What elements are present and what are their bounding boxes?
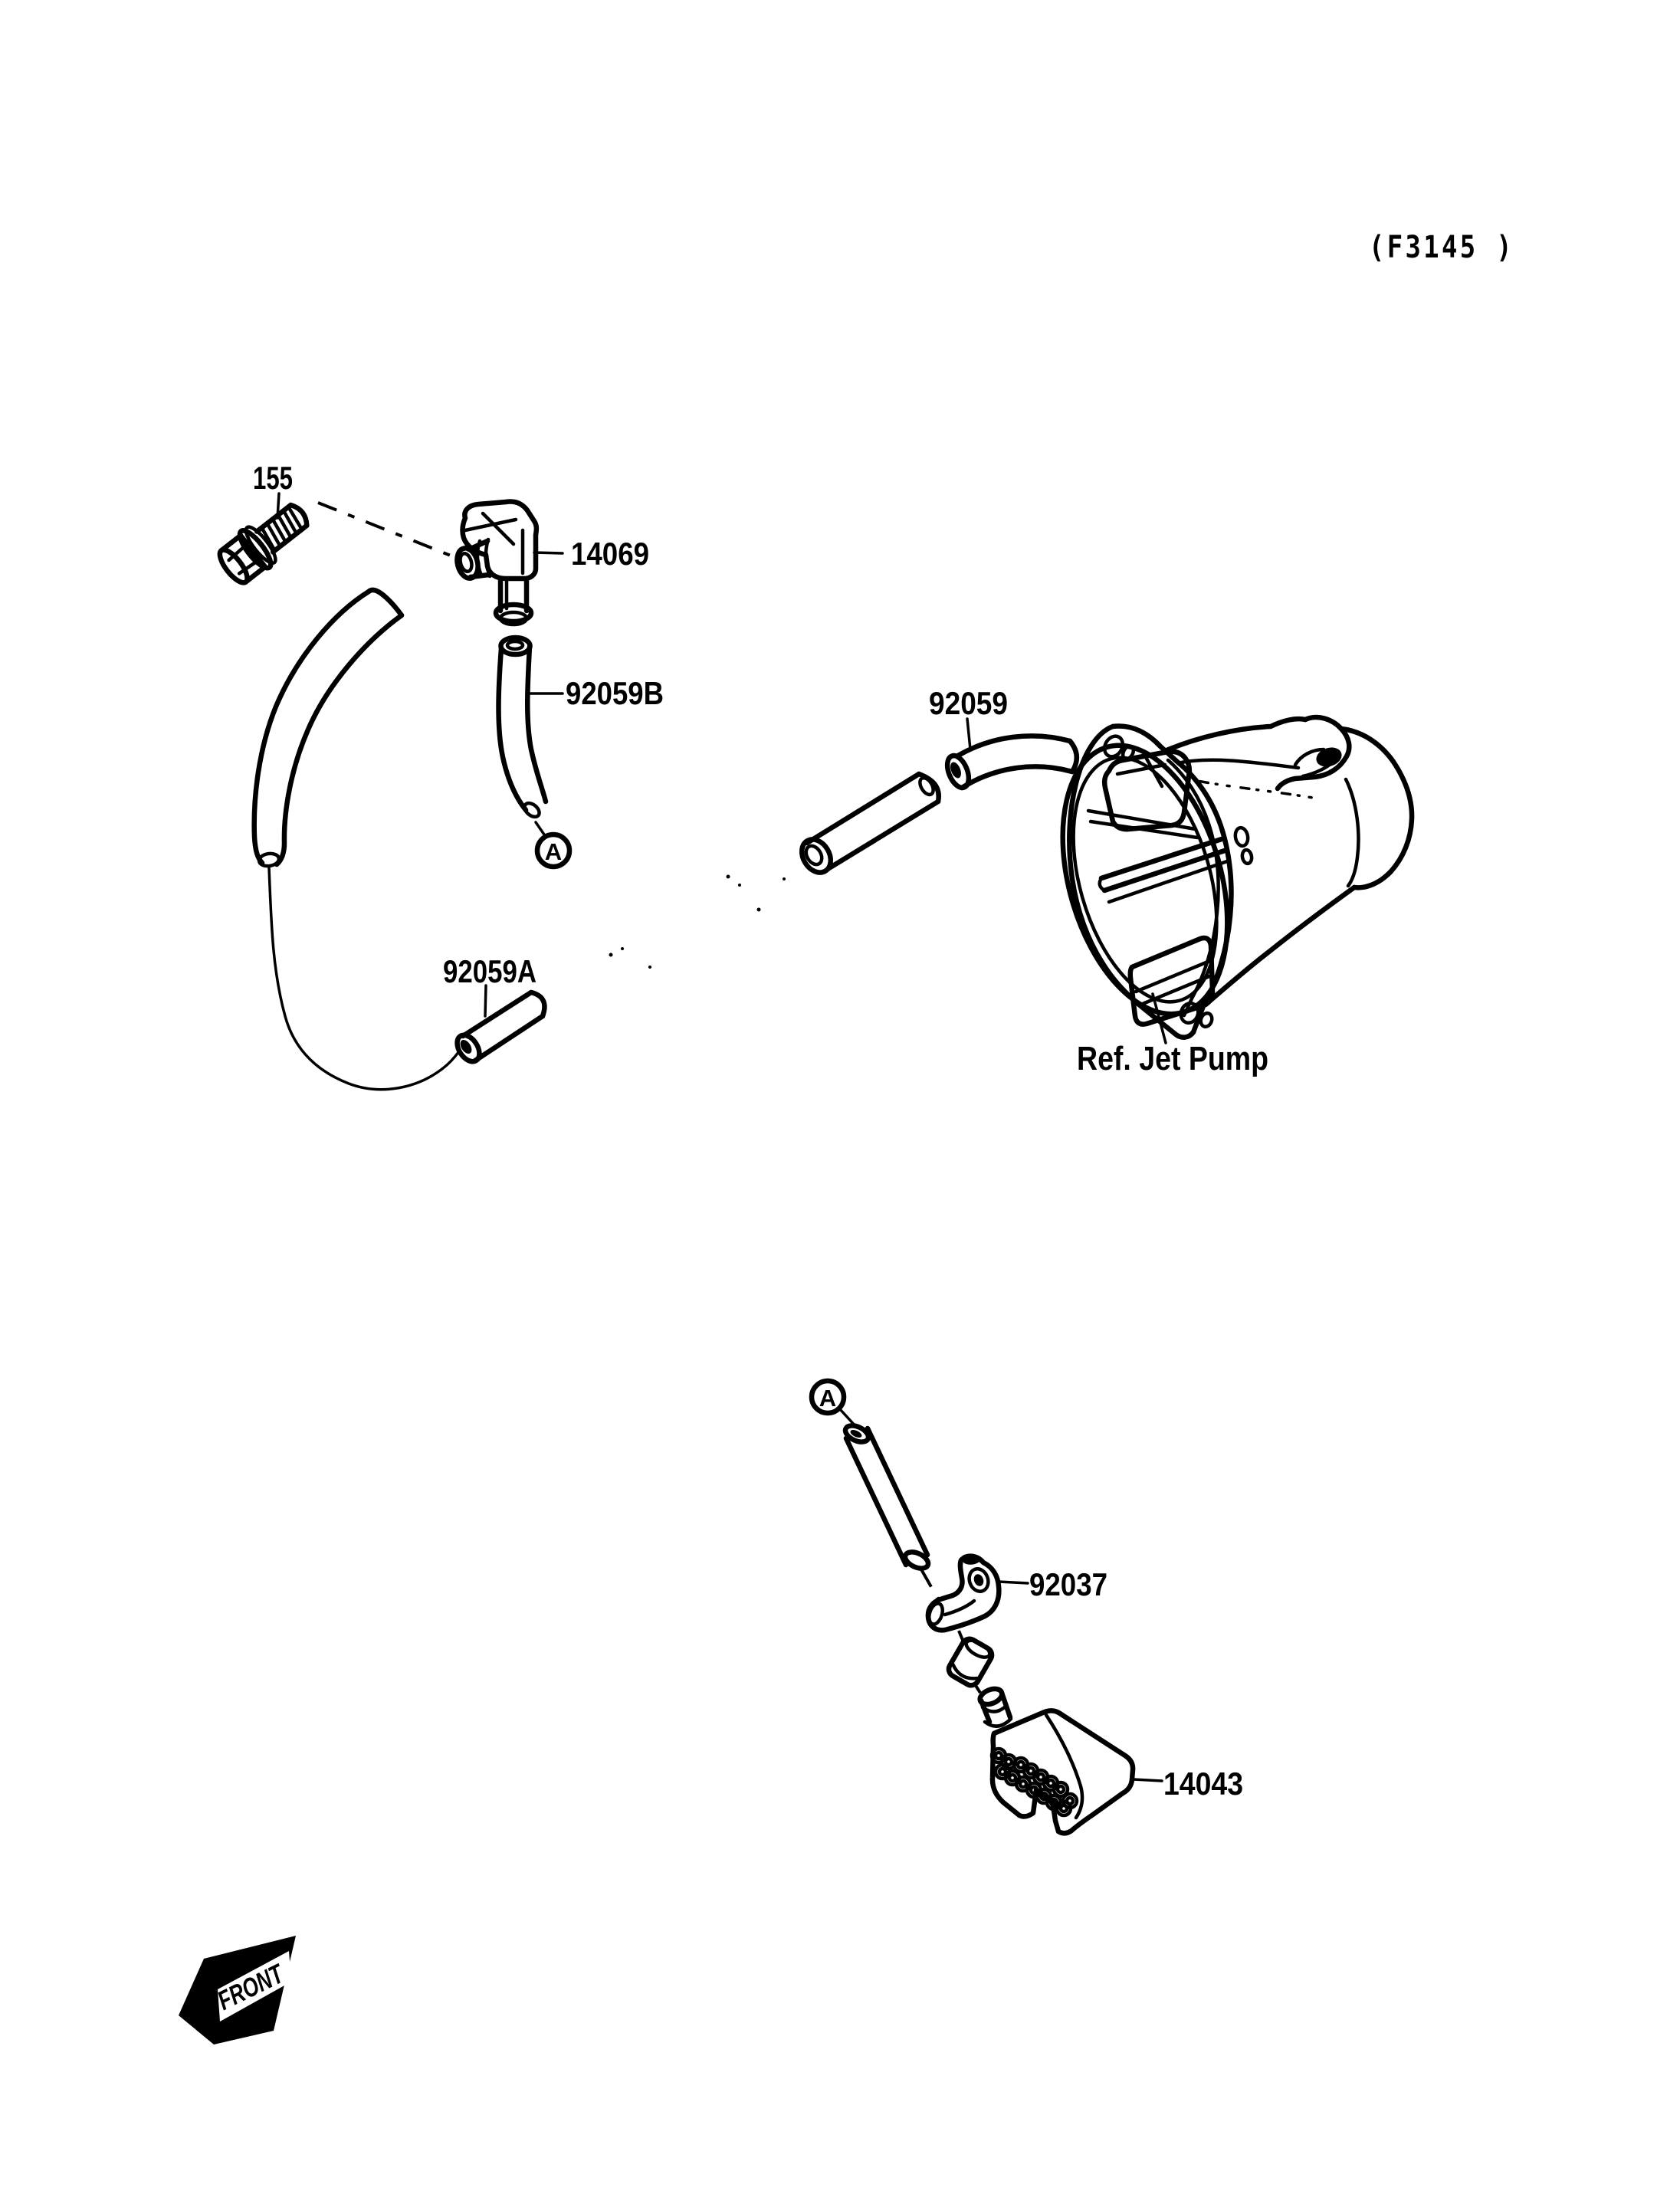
print-speckles — [609, 875, 786, 969]
connection-marker-a-upper — [536, 822, 569, 867]
assembly-axis-dashed-line — [318, 503, 454, 557]
front-arrow — [179, 1936, 310, 2045]
leader-line-92059 — [967, 719, 970, 749]
front-arrow-label: FRONT — [212, 1949, 310, 2016]
sleeve-drawing — [946, 1635, 995, 1693]
jet-pump-drawing — [1034, 717, 1412, 1043]
part-label-14043: 14043 — [1163, 1766, 1243, 1802]
clamp-drawing — [927, 1556, 1028, 1644]
part-label-14069: 14069 — [571, 536, 649, 572]
part-label-155: 155 — [253, 460, 293, 496]
leader-line-155 — [277, 494, 279, 518]
leader-line-92037 — [999, 1582, 1028, 1583]
part-label-ref-jet-pump: Ref. Jet Pump — [1077, 1040, 1268, 1077]
connection-marker-a-lower — [812, 1381, 857, 1428]
leader-line-92059a — [485, 985, 486, 1016]
marker-letter-a: A — [819, 1385, 837, 1412]
part-label-92037: 92037 — [1029, 1566, 1107, 1602]
strainer-drawing — [978, 1686, 1162, 1833]
part-label-92059: 92059 — [929, 685, 1008, 721]
fiche-code: (F3145 ) — [1369, 230, 1514, 265]
part-label-92059a: 92059A — [443, 953, 536, 989]
bolt-drawing — [213, 494, 454, 589]
hose-92059-drawing — [796, 719, 1077, 877]
hose-92059b-drawing — [499, 638, 563, 819]
elbow-fitting-drawing — [454, 502, 563, 625]
leader-line-14043 — [1134, 1779, 1162, 1781]
lower-tube-drawing — [843, 1422, 940, 1602]
part-label-92059b: 92059B — [566, 675, 664, 711]
marker-letter-a: A — [544, 838, 563, 865]
